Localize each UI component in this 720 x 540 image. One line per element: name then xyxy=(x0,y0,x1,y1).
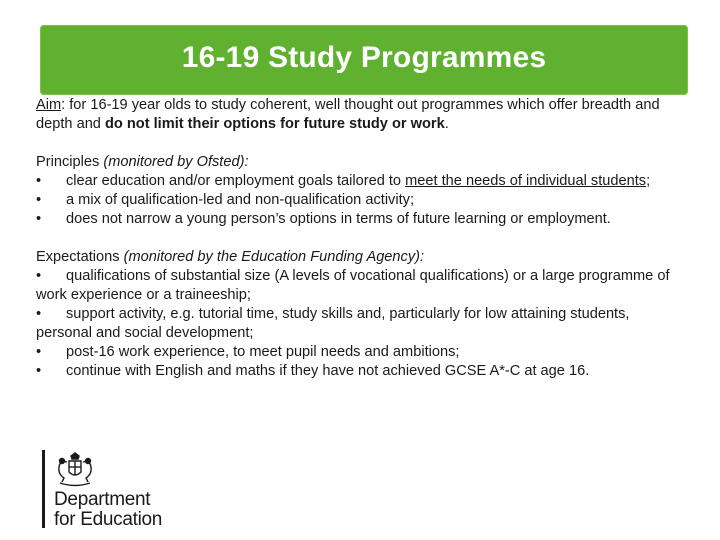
list-item xyxy=(36,305,676,343)
department-for-education-logo xyxy=(42,450,182,530)
bullet-icon: • xyxy=(36,211,42,227)
bullet-icon: • xyxy=(36,344,42,360)
list-item xyxy=(36,343,676,362)
list-item xyxy=(36,362,676,381)
principle-1-suffix: ; xyxy=(646,173,651,189)
list-item xyxy=(36,210,676,229)
bullet-icon: • xyxy=(36,306,42,322)
royal-coat-of-arms-icon xyxy=(54,452,96,488)
principles-heading-note: (monitored by Ofsted): xyxy=(103,154,249,170)
principle-1-prefix: clear education and/or employment goals tailored to xyxy=(66,173,406,189)
bullet-icon: • xyxy=(36,268,42,284)
expectation-3-text: post-16 work experience, to meet pupil needs and ambitions; xyxy=(66,344,460,360)
expectation-1-text: qualifications of substantial size (A levels of vocational qualifications) or a large programme of work experience or a traineeship; xyxy=(36,268,670,303)
logo-line-1: Department xyxy=(54,489,151,510)
principle-2-text: a mix of qualification-led and non-qualification activity; xyxy=(66,192,415,208)
principles-heading xyxy=(36,153,676,172)
aim-label: Aim xyxy=(36,97,62,113)
expectations-heading-label: Expectations xyxy=(36,249,124,265)
aim-text: : for 16-19 year olds to study coherent, well thought out programmes which offer breadth and depth and xyxy=(36,97,660,132)
page-title: 16-19 Study Programmes xyxy=(181,41,547,74)
expectations-heading-note: (monitored by the Education Funding Agency): xyxy=(123,249,425,265)
bullet-icon: • xyxy=(36,192,42,208)
slide-body xyxy=(36,96,676,381)
logo-text xyxy=(54,490,162,530)
logo-rule xyxy=(42,450,45,528)
bullet-icon: • xyxy=(36,363,42,379)
expectations-heading xyxy=(36,248,676,267)
title-banner xyxy=(40,25,688,95)
aim-end: . xyxy=(444,116,449,132)
expectation-2-text: support activity, e.g. tutorial time, study skills and, particularly for low attaining students, personal and social development; xyxy=(36,306,630,341)
aim-bold-text: do not limit their options for future study or work xyxy=(104,116,445,132)
bullet-icon: • xyxy=(36,173,42,189)
list-item xyxy=(36,267,676,305)
aim-paragraph xyxy=(36,96,676,134)
principles-heading-label: Principles xyxy=(36,154,104,170)
list-item xyxy=(36,191,676,210)
list-item xyxy=(36,172,676,191)
expectation-4-text: continue with English and maths if they have not achieved GCSE A*-C at age 16. xyxy=(66,363,590,379)
principle-3-text: does not narrow a young person’s options in terms of future learning or employment. xyxy=(66,211,611,227)
principle-1-underlined: meet the needs of individual students xyxy=(405,173,647,189)
logo-line-2: for Education xyxy=(54,509,163,530)
